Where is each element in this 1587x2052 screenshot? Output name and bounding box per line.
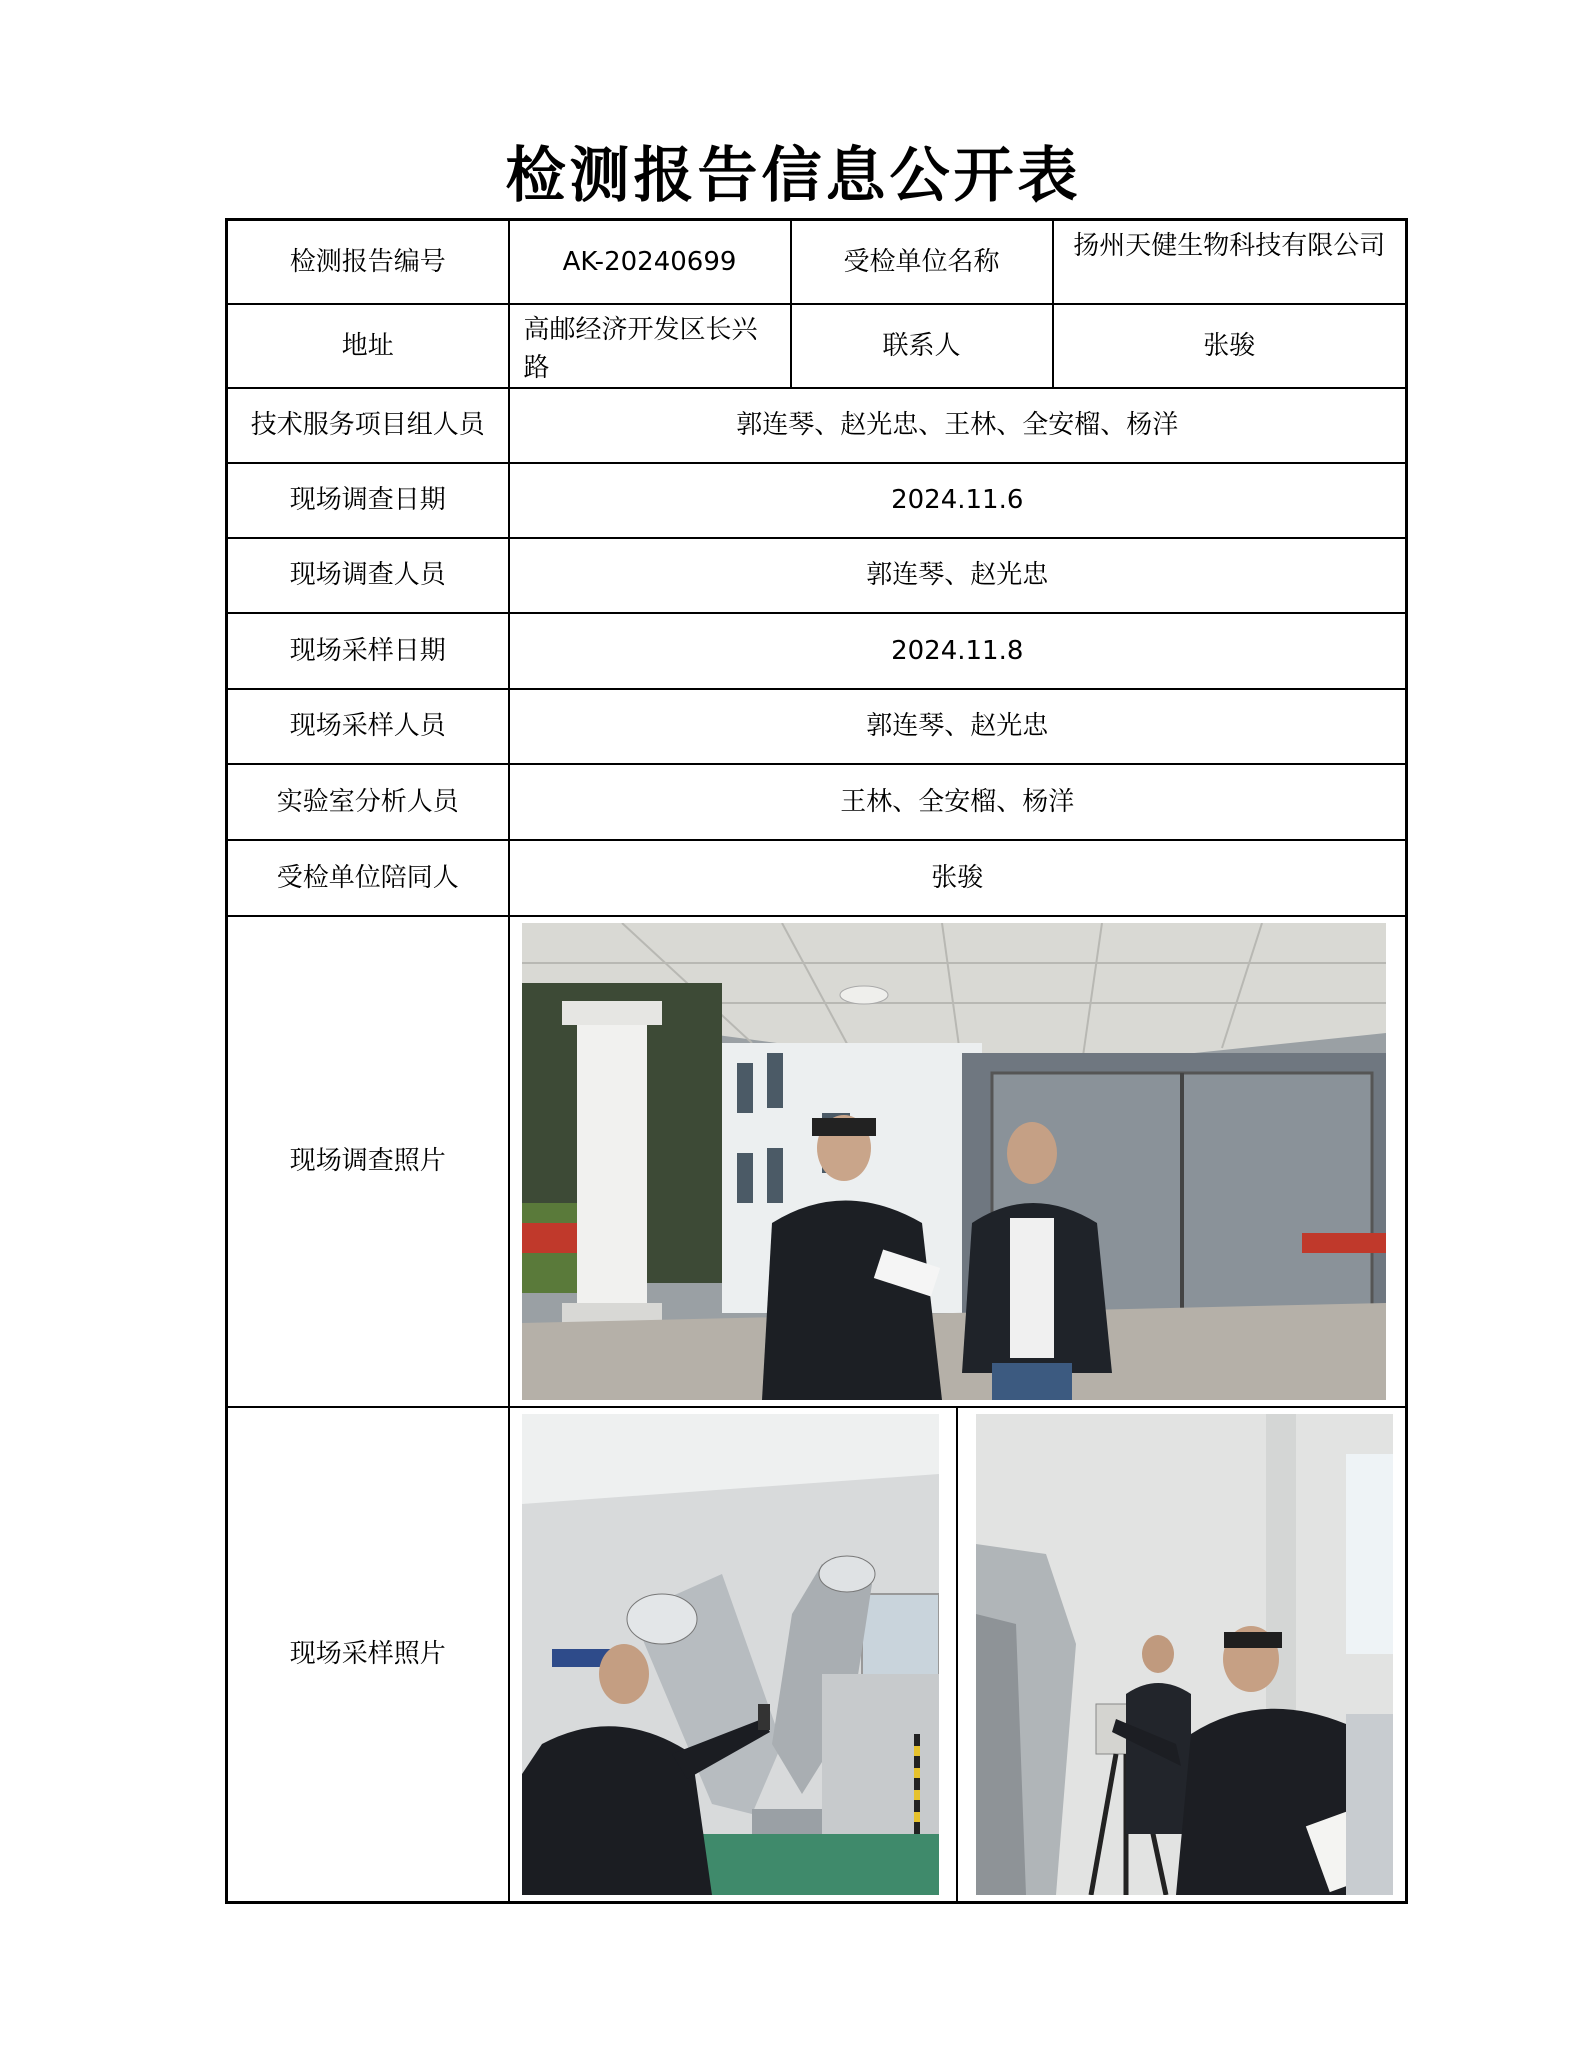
sampling-photo-label: 现场采样照片 — [227, 1407, 509, 1903]
table-row — [227, 538, 1407, 613]
table-row — [227, 689, 1407, 764]
table-row — [227, 613, 1407, 689]
survey-photo — [522, 923, 1386, 1400]
table-row — [227, 463, 1407, 538]
sampling-photo-cell — [509, 1407, 1407, 1903]
table-row — [227, 220, 1407, 304]
survey-staff-value: 郭连琴、赵光忠 — [509, 538, 1407, 613]
contact-value: 张骏 — [1053, 304, 1407, 388]
table-row — [227, 1407, 1407, 1903]
survey-photo-cell — [509, 916, 1407, 1407]
escort-label: 受检单位陪同人 — [227, 840, 509, 916]
lab-staff-value: 王林、全安榴、杨洋 — [509, 764, 1407, 840]
address-label: 地址 — [227, 304, 509, 388]
sampling-photo-left — [522, 1414, 939, 1895]
survey-date-label: 现场调查日期 — [227, 463, 509, 538]
survey-staff-label: 现场调查人员 — [227, 538, 509, 613]
sampling-date-value: 2024.11.8 — [509, 613, 1407, 689]
report-no-value: AK-20240699 — [509, 220, 791, 304]
contact-label: 联系人 — [791, 304, 1053, 388]
sampling-staff-value: 郭连琴、赵光忠 — [509, 689, 1407, 764]
lab-staff-label: 实验室分析人员 — [227, 764, 509, 840]
sampling-date-label: 现场采样日期 — [227, 613, 509, 689]
report-info-table — [225, 218, 1408, 1904]
photo-divider — [956, 1408, 958, 1901]
table-row — [227, 304, 1407, 388]
unit-name-value: 扬州天健生物科技有限公司 — [1053, 220, 1407, 304]
survey-photo-image — [522, 923, 1386, 1400]
sampling-photo-left-image — [522, 1414, 939, 1895]
table-row — [227, 840, 1407, 916]
report-no-label: 检测报告编号 — [227, 220, 509, 304]
survey-photo-label: 现场调查照片 — [227, 916, 509, 1407]
sampling-photo-right — [976, 1414, 1393, 1895]
survey-date-value: 2024.11.6 — [509, 463, 1407, 538]
team-label: 技术服务项目组人员 — [227, 388, 509, 463]
address-value: 高邮经济开发区长兴路 — [509, 304, 791, 388]
sampling-staff-label: 现场采样人员 — [227, 689, 509, 764]
table-row — [227, 388, 1407, 463]
team-value: 郭连琴、赵光忠、王林、全安榴、杨洋 — [509, 388, 1407, 463]
unit-name-label: 受检单位名称 — [791, 220, 1053, 304]
page-title: 检测报告信息公开表 — [505, 141, 1082, 211]
table-row — [227, 916, 1407, 1407]
table-row — [227, 764, 1407, 840]
sampling-photo-pair — [522, 1414, 1394, 1895]
escort-value: 张骏 — [509, 840, 1407, 916]
sampling-photo-right-image — [976, 1414, 1393, 1895]
